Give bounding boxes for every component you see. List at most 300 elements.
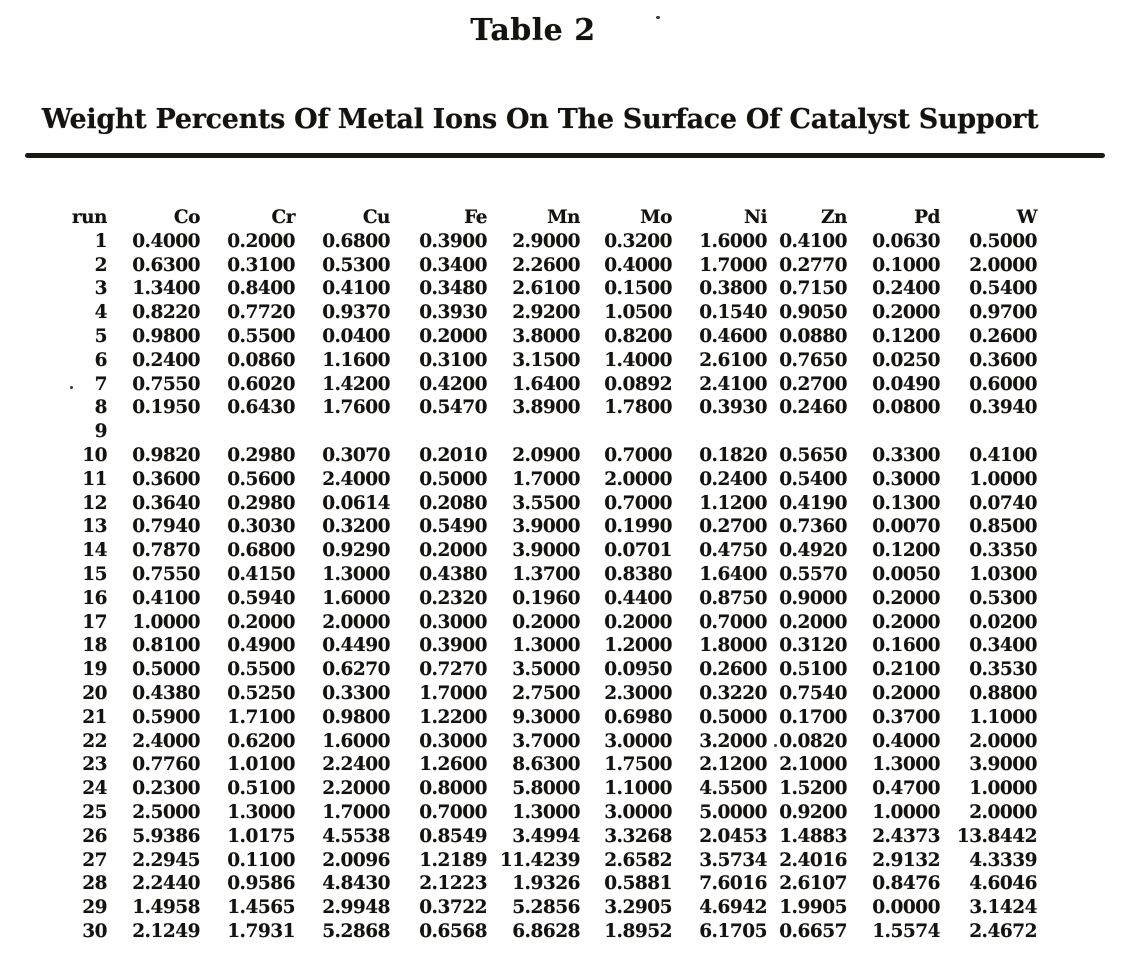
value-cell: 1.7000 <box>699 254 767 276</box>
value-cell <box>580 420 672 444</box>
value-cell: 1.3400 <box>132 278 200 300</box>
value-cell: 2.2400 <box>322 754 390 776</box>
value-cell: 0.7150 <box>779 278 847 300</box>
table-row <box>25 634 1037 658</box>
value-cell: 1.5574 <box>872 920 940 942</box>
value-cell: 2.0096 <box>322 849 390 871</box>
value-cell: 0.4600 <box>699 325 767 347</box>
value-cell: 2.9000 <box>512 230 580 252</box>
column-header-mo: Mo <box>640 207 672 228</box>
column-header-cu: Cu <box>362 207 390 228</box>
value-cell: 0.6430 <box>227 397 295 419</box>
value-cell: 2.0000 <box>969 730 1037 752</box>
value-cell: 0.8000 <box>419 778 487 800</box>
value-cell: 0.5900 <box>132 706 200 728</box>
value-cell: 1.7800 <box>604 397 672 419</box>
table-row <box>25 611 1037 635</box>
value-cell: 0.9820 <box>132 444 200 466</box>
value-cell: 0.5470 <box>419 397 487 419</box>
table-row <box>25 730 1037 754</box>
run-number: 11 <box>82 468 107 490</box>
value-cell: 1.3000 <box>512 635 580 657</box>
column-header-cr: Cr <box>271 207 295 228</box>
run-number: 2 <box>94 254 107 276</box>
value-cell: 0.3480 <box>419 278 487 300</box>
table-number-heading: Table 2 <box>470 13 596 48</box>
value-cell: 0.3100 <box>227 254 295 276</box>
value-cell: 3.0000 <box>604 730 672 752</box>
value-cell: 0.6200 <box>227 730 295 752</box>
value-cell: 1.1000 <box>604 778 672 800</box>
table-row <box>25 563 1037 587</box>
value-cell: 6.1705 <box>699 920 767 942</box>
value-cell: 0.2000 <box>872 587 940 609</box>
value-cell: 1.2200 <box>419 706 487 728</box>
run-number: 9 <box>94 421 107 443</box>
run-number: 8 <box>94 397 107 419</box>
value-cell: 0.2080 <box>419 492 487 514</box>
value-cell: 1.0000 <box>969 778 1037 800</box>
value-cell: 13.8442 <box>956 825 1037 847</box>
value-cell: 3.4994 <box>512 825 580 847</box>
value-cell: 0.9800 <box>132 325 200 347</box>
column-header-ni: Ni <box>744 207 767 228</box>
value-cell: 1.4200 <box>322 373 390 395</box>
run-number: 27 <box>82 849 107 871</box>
table-row <box>25 396 1037 420</box>
value-cell: 2.0000 <box>604 468 672 490</box>
value-cell: 0.9000 <box>779 587 847 609</box>
value-cell: 0.7650 <box>779 349 847 371</box>
value-cell: 0.0070 <box>872 516 940 538</box>
table-row <box>25 587 1037 611</box>
value-cell: 0.4000 <box>872 730 940 752</box>
value-cell: 0.3600 <box>969 349 1037 371</box>
table-row <box>25 515 1037 539</box>
value-cell: 3.5500 <box>512 492 580 514</box>
value-cell: 2.9948 <box>322 897 390 919</box>
table-row <box>25 301 1037 325</box>
value-cell: 1.0100 <box>227 754 295 776</box>
value-cell: 0.0050 <box>872 563 940 585</box>
run-number: 30 <box>82 920 107 942</box>
value-cell: 0.1960 <box>512 587 580 609</box>
value-cell: 0.0000 <box>872 897 940 919</box>
value-cell: 0.4100 <box>322 278 390 300</box>
value-cell: 0.2000 <box>419 540 487 562</box>
value-cell <box>672 420 767 444</box>
table-row <box>25 492 1037 516</box>
value-cell: 0.1600 <box>872 635 940 657</box>
value-cell: 0.4190 <box>779 492 847 514</box>
value-cell: 0.2000 <box>419 325 487 347</box>
run-number: 13 <box>82 516 107 538</box>
value-cell: 2.7500 <box>512 682 580 704</box>
run-number: 24 <box>82 778 107 800</box>
column-header-w: W <box>1016 207 1037 228</box>
run-number: 26 <box>82 825 107 847</box>
value-cell: 0.3600 <box>132 468 200 490</box>
value-cell: 4.8430 <box>322 873 390 895</box>
value-cell: 1.4958 <box>132 897 200 919</box>
value-cell: 0.2400 <box>132 349 200 371</box>
value-cell: 0.9700 <box>969 302 1037 324</box>
value-cell: 1.7000 <box>512 468 580 490</box>
value-cell: 0.2700 <box>699 516 767 538</box>
value-cell: 2.4672 <box>969 920 1037 942</box>
value-cell: 0.2980 <box>227 492 295 514</box>
table-row <box>25 920 1037 944</box>
run-number: 3 <box>94 278 107 300</box>
value-cell: 8.6300 <box>512 754 580 776</box>
value-cell: 1.5200 <box>779 778 847 800</box>
value-cell: 3.2000 <box>699 730 767 752</box>
value-cell: 1.7000 <box>322 801 390 823</box>
value-cell: 0.0880 <box>779 325 847 347</box>
value-cell: 2.1200 <box>699 754 767 776</box>
value-cell: 0.4100 <box>132 587 200 609</box>
value-cell: 2.0000 <box>322 611 390 633</box>
value-cell: 2.6100 <box>512 278 580 300</box>
value-cell: 2.9132 <box>872 849 940 871</box>
value-cell: 1.1000 <box>969 706 1037 728</box>
value-cell: 0.3100 <box>419 349 487 371</box>
value-cell: 3.3268 <box>604 825 672 847</box>
value-cell: 4.5538 <box>322 825 390 847</box>
value-cell: 0.8400 <box>227 278 295 300</box>
value-cell: 0.2010 <box>419 444 487 466</box>
value-cell: 3.9000 <box>969 754 1037 776</box>
value-cell: 0.3900 <box>419 635 487 657</box>
table-row <box>25 706 1037 730</box>
value-cell: 0.5881 <box>604 873 672 895</box>
value-cell: 0.8750 <box>699 587 767 609</box>
value-cell: 0.7540 <box>779 682 847 704</box>
value-cell: 1.7500 <box>604 754 672 776</box>
value-cell: 0.9370 <box>322 302 390 324</box>
run-number: 5 <box>94 325 107 347</box>
value-cell: 0.9200 <box>779 801 847 823</box>
value-cell: 1.2000 <box>604 635 672 657</box>
value-cell: 0.4750 <box>699 540 767 562</box>
value-cell: 0.5400 <box>969 278 1037 300</box>
value-cell: 3.1500 <box>512 349 580 371</box>
scan-speck <box>774 744 777 747</box>
value-cell: 2.9200 <box>512 302 580 324</box>
value-cell: 0.4000 <box>604 254 672 276</box>
value-cell: 1.6400 <box>512 373 580 395</box>
value-cell: 0.5000 <box>419 468 487 490</box>
value-cell: 3.7000 <box>512 730 580 752</box>
value-cell: 5.9386 <box>132 825 200 847</box>
run-number: 14 <box>82 540 107 562</box>
value-cell: 0.8476 <box>872 873 940 895</box>
value-cell: 0.2460 <box>779 397 847 419</box>
table-header <box>25 206 1037 230</box>
value-cell: 2.0900 <box>512 444 580 466</box>
value-cell: 0.3940 <box>969 397 1037 419</box>
value-cell: 0.9586 <box>227 873 295 895</box>
value-cell: 3.8000 <box>512 325 580 347</box>
value-cell: 0.3640 <box>132 492 200 514</box>
table-body <box>25 230 1037 944</box>
value-cell: 0.4700 <box>872 778 940 800</box>
value-cell: 0.3722 <box>419 897 487 919</box>
table-row <box>25 753 1037 777</box>
value-cell: 0.3700 <box>872 706 940 728</box>
value-cell: 0.6657 <box>779 920 847 942</box>
value-cell: 2.4373 <box>872 825 940 847</box>
table-row <box>25 658 1037 682</box>
value-cell: 0.5570 <box>779 563 847 585</box>
value-cell: 0.5000 <box>132 659 200 681</box>
table-row <box>25 444 1037 468</box>
value-cell: 6.8628 <box>512 920 580 942</box>
column-header-zn: Zn <box>821 207 847 228</box>
value-cell: 2.4016 <box>779 849 847 871</box>
value-cell: 0.7870 <box>132 540 200 562</box>
value-cell: 0.7550 <box>132 563 200 585</box>
value-cell: 0.0820 <box>779 730 847 752</box>
value-cell: 0.3030 <box>227 516 295 538</box>
value-cell: 0.5500 <box>227 325 295 347</box>
value-cell: 0.3070 <box>322 444 390 466</box>
value-cell: 3.2905 <box>604 897 672 919</box>
table-row <box>25 682 1037 706</box>
value-cell: 2.4000 <box>132 730 200 752</box>
value-cell: 3.9000 <box>512 516 580 538</box>
value-cell: 0.7360 <box>779 516 847 538</box>
value-cell: 0.4920 <box>779 540 847 562</box>
value-cell: 0.3120 <box>779 635 847 657</box>
table-row <box>25 849 1037 873</box>
value-cell: 0.3300 <box>322 682 390 704</box>
value-cell: 1.7931 <box>227 920 295 942</box>
run-number: 12 <box>82 492 107 514</box>
run-number: 17 <box>82 611 107 633</box>
value-cell: 3.0000 <box>604 801 672 823</box>
table-row <box>25 230 1037 254</box>
value-cell: 0.0800 <box>872 397 940 419</box>
value-cell: 2.6100 <box>699 349 767 371</box>
value-cell: 0.2000 <box>779 611 847 633</box>
value-cell: 0.6568 <box>419 920 487 942</box>
value-cell: 1.1200 <box>699 492 767 514</box>
value-cell: 2.0000 <box>969 254 1037 276</box>
value-cell: 2.2600 <box>512 254 580 276</box>
value-cell: 3.9000 <box>512 540 580 562</box>
value-cell: 0.4100 <box>779 230 847 252</box>
value-cell: 9.3000 <box>512 706 580 728</box>
run-number: 7 <box>94 373 107 395</box>
value-cell: 0.4150 <box>227 563 295 585</box>
value-cell: 0.0630 <box>872 230 940 252</box>
value-cell: 0.2600 <box>699 659 767 681</box>
run-number: 1 <box>94 230 107 252</box>
value-cell: 2.6582 <box>604 849 672 871</box>
run-number: 23 <box>82 754 107 776</box>
value-cell: 4.3339 <box>969 849 1037 871</box>
value-cell: 2.4000 <box>322 468 390 490</box>
value-cell: 2.2000 <box>322 778 390 800</box>
value-cell: 0.3200 <box>604 230 672 252</box>
value-cell: 0.7270 <box>419 659 487 681</box>
value-cell: 0.0950 <box>604 659 672 681</box>
value-cell: 2.5000 <box>132 801 200 823</box>
value-cell: 0.0892 <box>604 373 672 395</box>
value-cell: 0.4900 <box>227 635 295 657</box>
value-cell: 0.7000 <box>419 801 487 823</box>
value-cell: 2.2440 <box>132 873 200 895</box>
value-cell: 0.5500 <box>227 659 295 681</box>
value-cell: 0.5490 <box>419 516 487 538</box>
value-cell: 0.0200 <box>969 611 1037 633</box>
value-cell <box>487 420 580 444</box>
value-cell: 0.5100 <box>227 778 295 800</box>
value-cell: 0.1000 <box>872 254 940 276</box>
value-cell: 0.1990 <box>604 516 672 538</box>
value-cell: 0.3000 <box>419 730 487 752</box>
value-cell: 1.3700 <box>512 563 580 585</box>
value-cell: 0.5300 <box>969 587 1037 609</box>
value-cell: 0.1500 <box>604 278 672 300</box>
value-cell: 3.1424 <box>969 897 1037 919</box>
value-cell: 0.2770 <box>779 254 847 276</box>
value-cell: 0.5100 <box>779 659 847 681</box>
value-cell: 1.0500 <box>604 302 672 324</box>
value-cell: 0.1950 <box>132 397 200 419</box>
value-cell: 0.8380 <box>604 563 672 585</box>
value-cell: 0.2980 <box>227 444 295 466</box>
value-cell: 5.2856 <box>512 897 580 919</box>
run-number: 19 <box>82 659 107 681</box>
value-cell: 0.0250 <box>872 349 940 371</box>
value-cell: 0.5600 <box>227 468 295 490</box>
value-cell <box>200 420 295 444</box>
value-cell: 0.4490 <box>322 635 390 657</box>
scan-speck <box>656 16 660 19</box>
value-cell: 5.0000 <box>699 801 767 823</box>
value-cell: 1.6000 <box>322 587 390 609</box>
value-cell: 0.1300 <box>872 492 940 514</box>
value-cell: 0.3200 <box>322 516 390 538</box>
value-cell: 0.1820 <box>699 444 767 466</box>
value-cell: 0.8500 <box>969 516 1037 538</box>
table-row <box>25 325 1037 349</box>
value-cell: 2.1249 <box>132 920 200 942</box>
run-number: 4 <box>94 302 107 324</box>
value-cell: 11.4239 <box>499 849 580 871</box>
value-cell: 1.8000 <box>699 635 767 657</box>
scan-speck <box>70 386 73 389</box>
value-cell: 0.6980 <box>604 706 672 728</box>
value-cell: 4.5500 <box>699 778 767 800</box>
value-cell: 3.5000 <box>512 659 580 681</box>
value-cell: 0.6020 <box>227 373 295 395</box>
table-caption: Weight Percents Of Metal Ions On The Surface Of Catalyst Support <box>41 104 1039 135</box>
value-cell: 0.2400 <box>872 278 940 300</box>
value-cell: 0.7000 <box>699 611 767 633</box>
value-cell: 0.7000 <box>604 444 672 466</box>
value-cell: 1.3000 <box>872 754 940 776</box>
value-cell: 1.9905 <box>779 897 847 919</box>
value-cell: 0.5400 <box>779 468 847 490</box>
value-cell: 0.6800 <box>227 540 295 562</box>
run-number: 22 <box>82 730 107 752</box>
value-cell: 0.2000 <box>872 302 940 324</box>
value-cell: 2.1223 <box>419 873 487 895</box>
value-cell: 0.3930 <box>419 302 487 324</box>
column-header-fe: Fe <box>464 207 487 228</box>
table-row <box>25 468 1037 492</box>
table-row <box>25 825 1037 849</box>
value-cell: 0.3930 <box>699 397 767 419</box>
value-cell: 0.7000 <box>604 492 672 514</box>
table-row <box>25 777 1037 801</box>
run-number: 29 <box>82 897 107 919</box>
value-cell: 1.4883 <box>779 825 847 847</box>
value-cell: 0.0701 <box>604 540 672 562</box>
column-header-co: Co <box>173 207 200 228</box>
value-cell: 0.9800 <box>322 706 390 728</box>
value-cell: 1.8952 <box>604 920 672 942</box>
value-cell: 0.5940 <box>227 587 295 609</box>
value-cell: 4.6942 <box>699 897 767 919</box>
value-cell: 1.0175 <box>227 825 295 847</box>
value-cell: 2.4100 <box>699 373 767 395</box>
value-cell: 0.6000 <box>969 373 1037 395</box>
value-cell: 1.0000 <box>872 801 940 823</box>
value-cell: 2.1000 <box>779 754 847 776</box>
value-cell: 2.0000 <box>969 801 1037 823</box>
value-cell: 0.3000 <box>419 611 487 633</box>
table-row <box>25 254 1037 278</box>
value-cell <box>295 420 390 444</box>
value-cell: 0.7550 <box>132 373 200 395</box>
value-cell: 1.2189 <box>419 849 487 871</box>
value-cell: 0.1700 <box>779 706 847 728</box>
value-cell: 5.2868 <box>322 920 390 942</box>
value-cell: 0.7720 <box>227 302 295 324</box>
value-cell: 0.1540 <box>699 302 767 324</box>
table-row <box>25 373 1037 397</box>
table-row <box>25 872 1037 896</box>
value-cell: 0.4200 <box>419 373 487 395</box>
value-cell: 0.0860 <box>227 349 295 371</box>
value-cell: 0.5000 <box>969 230 1037 252</box>
value-cell: 7.6016 <box>699 873 767 895</box>
table-row <box>25 420 1037 444</box>
value-cell: 0.8800 <box>969 682 1037 704</box>
column-header-run: run <box>71 207 107 228</box>
value-cell: 2.3000 <box>604 682 672 704</box>
value-cell: 1.6000 <box>699 230 767 252</box>
value-cell: 0.2300 <box>132 778 200 800</box>
value-cell: 0.6270 <box>322 659 390 681</box>
run-number: 20 <box>82 682 107 704</box>
table-row <box>25 801 1037 825</box>
value-cell: 0.2320 <box>419 587 487 609</box>
value-cell: 0.5250 <box>227 682 295 704</box>
value-cell: 0.1100 <box>227 849 295 871</box>
value-cell: 1.6000 <box>322 730 390 752</box>
value-cell: 0.3400 <box>419 254 487 276</box>
value-cell <box>847 420 940 444</box>
value-cell: 1.6400 <box>699 563 767 585</box>
value-cell: 0.2000 <box>227 230 295 252</box>
value-cell: 0.7760 <box>132 754 200 776</box>
table-row <box>25 349 1037 373</box>
